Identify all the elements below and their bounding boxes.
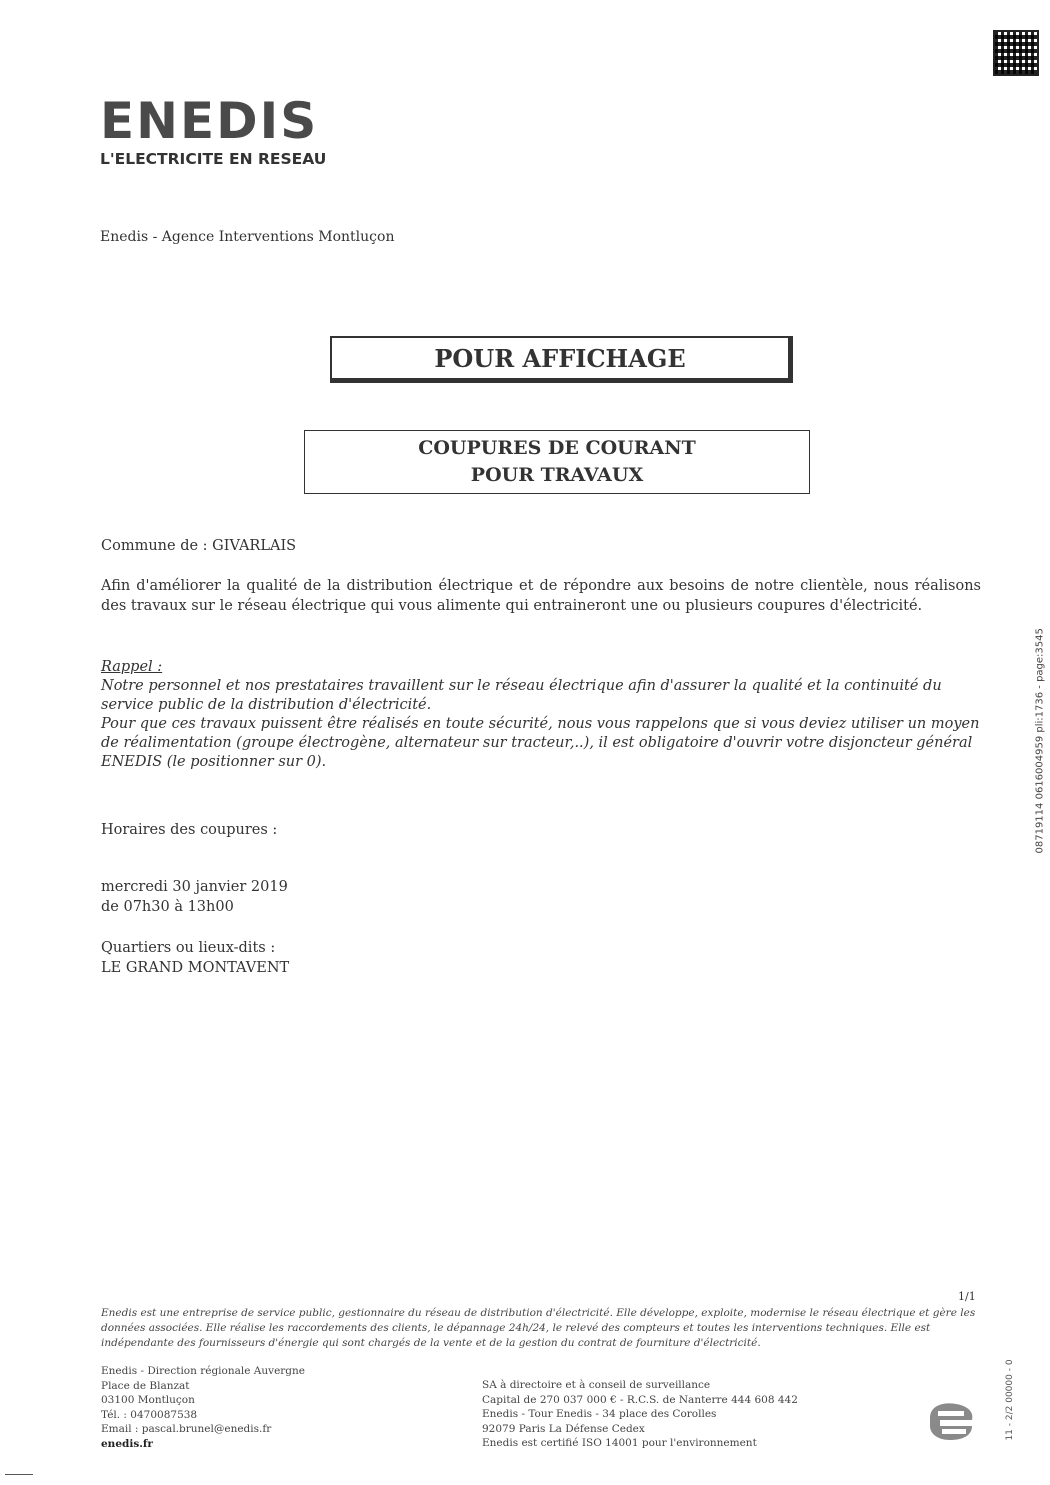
rappel-label: Rappel : xyxy=(101,659,163,675)
logo-tagline: L'ELECTRICITE EN RESEAU xyxy=(100,150,327,168)
footer-mid-line: 92079 Paris La Défense Cedex xyxy=(482,1422,645,1435)
commune: Commune de : GIVARLAIS xyxy=(101,538,297,554)
subtitle-box xyxy=(304,430,810,494)
title-box xyxy=(330,336,793,383)
rappel-text2: Pour que ces travaux puissent être réalisés en toute sécurité, nous vous rappelons que si vous deviez utiliser un moyen de réalimentation (groupe électrogène, alternateur sur tracteur,..), il est obligatoire d'ouvrir votre disjoncteur général ENEDIS (le positionner sur 0). xyxy=(101,716,980,770)
footer-mid-line: Capital de 270 037 000 € - R.C.S. de Nanterre 444 608 442 xyxy=(482,1393,798,1406)
footer-address xyxy=(101,1364,305,1451)
side-code-2: 11 - 2/2 00000 - 0 xyxy=(1005,1359,1015,1441)
footer-email: Email : pascal.brunel@enedis.fr xyxy=(101,1423,272,1435)
title-text: POUR AFFICHAGE xyxy=(434,343,686,373)
outage-date: mercredi 30 janvier 2019 xyxy=(101,879,288,895)
enedis-mark-icon xyxy=(926,1398,978,1444)
qr-code xyxy=(993,30,1039,76)
footer-company-info xyxy=(482,1378,798,1451)
side-code: 08719114 0616004959 pli:1736 - page:3545 xyxy=(1034,628,1046,854)
footer-left-line: Place de Blanzat xyxy=(101,1379,190,1392)
subtitle-line1: COUPURES DE COURANT xyxy=(418,437,696,459)
legal-notice: Enedis est une entreprise de service public, gestionnaire du réseau de distribution d'électricité. Elle développe, exploite, modernise le réseau électrique et gère les données associées. Elle réalise les raccordements des clients, le dépannage 24h/24, le relevé des compteurs et toutes les interventions techniques. Elle est indépendante des fournisseurs d'énergie qui sont chargés de la vente et de la gestion du contrat de fourniture d'électricité. xyxy=(101,1307,976,1349)
rappel-text1: Notre personnel et nos prestataires travaillent sur le réseau électrique afin d'assurer la qualité et la continuité du service public de la distribution d'électricité. xyxy=(101,678,942,713)
horaires-label: Horaires des coupures : xyxy=(101,822,278,838)
footer-left-line: 03100 Montluçon xyxy=(101,1394,195,1406)
rappel-block xyxy=(101,658,981,772)
footer-mid-line: Enedis est certifié ISO 14001 pour l'environnement xyxy=(482,1437,757,1449)
quartiers-label: Quartiers ou lieux-dits : xyxy=(101,940,276,956)
agency-name: Enedis - Agence Interventions Montluçon xyxy=(100,229,395,245)
outage-hours: de 07h30 à 13h00 xyxy=(101,899,234,915)
lieu-dit: LE GRAND MONTAVENT xyxy=(101,960,290,976)
enedis-logo: ENEDIS xyxy=(100,92,319,150)
subtitle-line2: POUR TRAVAUX xyxy=(470,464,644,486)
footer-mid-line: Enedis - Tour Enedis - 34 place des Corolles xyxy=(482,1408,717,1420)
intro-paragraph: Afin d'améliorer la qualité de la distribution électrique et de répondre aux besoins de notre clientèle, nous réalisons des travaux sur le réseau électrique qui vous alimente qui entraineront une ou plusieurs coupures d'électricité. xyxy=(101,578,981,614)
footer-left-line: Enedis - Direction régionale Auvergne xyxy=(101,1365,305,1377)
footer-mid-line: SA à directoire et à conseil de surveillance xyxy=(482,1379,711,1391)
footer-left-line: Tél. : 0470087538 xyxy=(101,1408,198,1421)
margin-mark xyxy=(5,1474,33,1475)
footer-website: enedis.fr xyxy=(101,1437,153,1450)
page-number: 1/1 xyxy=(958,1290,976,1303)
